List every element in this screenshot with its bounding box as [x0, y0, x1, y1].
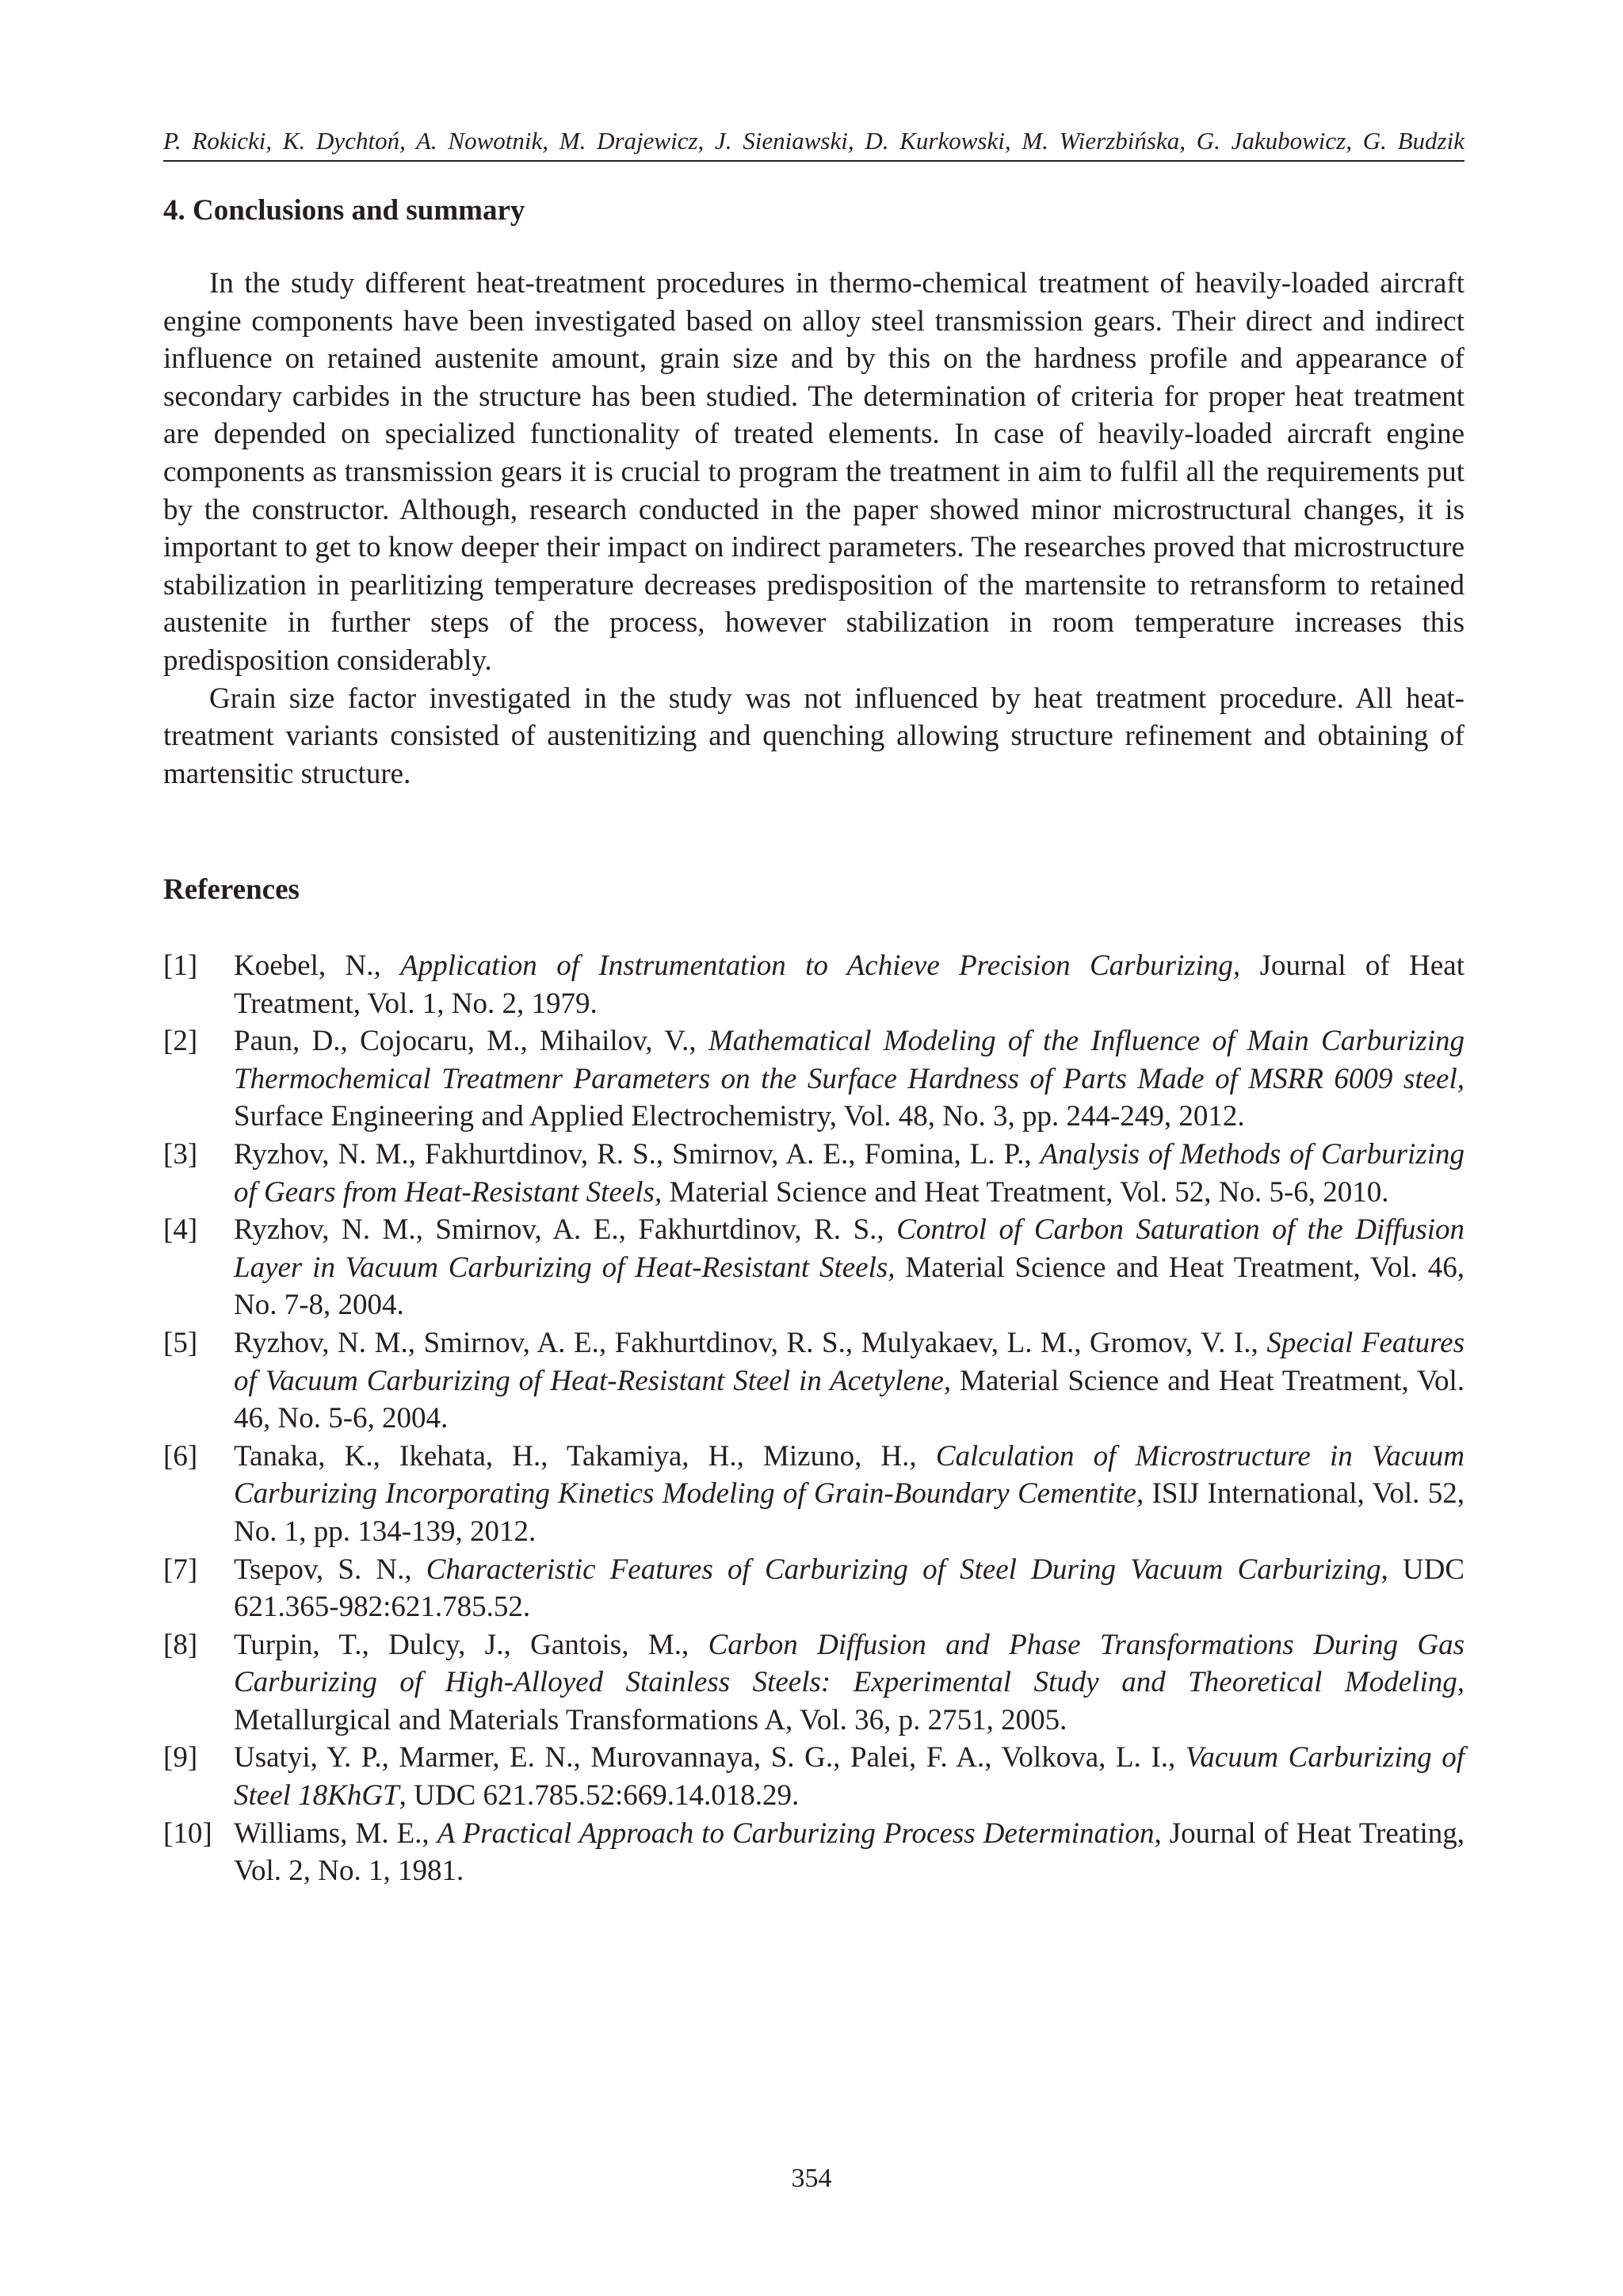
- conclusions-body: [163, 265, 1465, 793]
- header-rule: [163, 160, 1465, 162]
- reference-number: [3]: [163, 1137, 198, 1171]
- reference-title: Control of Carbon Saturation of the Diffusion Layer in Vacuum Carburizing of Heat-Resistant Steels,: [234, 1213, 1465, 1284]
- reference-source: Metallurgical and Materials Transformations A, Vol. 36, p. 2751, 2005.: [234, 1703, 1067, 1736]
- reference-authors: Williams, M. E.,: [234, 1817, 437, 1850]
- reference-source: Journal of Heat Treatment, Vol. 1, No. 2, 1979.: [234, 949, 1465, 1020]
- reference-title: Vacuum Carburizing of Steel 18KhGT: [234, 1741, 1465, 1813]
- reference-number: [2]: [163, 1025, 198, 1058]
- reference-title: Special Features of Vacuum Carburizing of Heat-Resistant Steel in Acetylene,: [234, 1326, 1465, 1397]
- reference-source: Material Science and Heat Treatment, Vol. 46, No. 5-6, 2004.: [234, 1364, 1465, 1435]
- reference-number: [7]: [163, 1553, 198, 1586]
- reference-number: [6]: [163, 1439, 198, 1473]
- paragraph: In the study different heat-treatment procedures in thermo-chemical treatment of heavily-loaded aircraft engine components have been investigated based on alloy steel transmission gears. Their direct and indirect influence on retained austenite amount, grain size and by this on the hardness profile and appearance of secondary carbides in the structure has been studied. The determination of criteria for proper heat treatment are depended on specialized functionality of treated elements. In case of heavily-loaded aircraft engine components as transmission gears it is crucial to program the treatment in aim to fulfil all the requirements put by the constructor. Although, research conducted in the paper showed minor microstructural changes, it is important to get to know deeper their impact on indirect parameters. The researches proved that microstructure stabilization in pearlitizing temperature decreases predisposition of the martensite to retransform to retained austenite in further steps of the process, however stabilization in room temperature increases this predisposition considerably.: [163, 267, 1465, 677]
- reference-title: A Practical Approach to Carburizing Process Determination: [437, 1817, 1155, 1850]
- reference-item: [163, 1136, 1465, 1211]
- reference-item: [163, 1022, 1465, 1136]
- reference-number: [10]: [163, 1817, 212, 1850]
- reference-source: , Journal of Heat Treating, Vol. 2, No. 1, 1981.: [234, 1817, 1465, 1888]
- reference-item: [163, 947, 1465, 1022]
- reference-authors: Koebel, N.,: [234, 949, 401, 982]
- reference-number: [5]: [163, 1326, 198, 1359]
- reference-authors: Usatyi, Y. P., Marmer, E. N., Murovannaya, S. G., Palei, F. A., Volkova, L. I.,: [234, 1741, 1186, 1775]
- reference-source: Surface Engineering and Applied Electrochemistry, Vol. 48, No. 3, pp. 244-249, 2012.: [234, 1100, 1245, 1133]
- reference-number: [1]: [163, 949, 198, 982]
- reference-source: Material Science and Heat Treatment, Vol. 52, No. 5-6, 2010.: [662, 1175, 1389, 1209]
- paragraph: Grain size factor investigated in the study was not influenced by heat treatment procedure. All heat-treatment variants consisted of austenitizing and quenching allowing structure refinement and obtaining of martensitic structure.: [163, 682, 1465, 790]
- reference-authors: Tanaka, K., Ikehata, H., Takamiya, H., Mizuno, H.,: [234, 1439, 936, 1473]
- reference-title: Carbon Diffusion and Phase Transformations During Gas Carburizing of High-Alloyed Stainless Steels: Experimental Study and Theoretical Modeling,: [234, 1628, 1465, 1699]
- running-head-authors: P. Rokicki, K. Dychtoń, A. Nowotnik, M. Drajewicz, J. Sieniawski, D. Kurkowski, M. Wierzbińska, G. Jakubowicz, G. Budzik: [163, 127, 1465, 155]
- reference-number: [8]: [163, 1628, 198, 1661]
- reference-title: Analysis of Methods of Carburizing of Gears from Heat-Resistant Steels,: [234, 1137, 1465, 1209]
- reference-source: , UDC 621.785.52:669.14.018.29.: [399, 1779, 800, 1813]
- reference-authors: Ryzhov, N. M., Smirnov, A. E., Fakhurtdinov, R. S.,: [234, 1213, 897, 1247]
- reference-item: [163, 1324, 1465, 1438]
- reference-authors: Paun, D., Cojocaru, M., Mihailov, V.,: [234, 1025, 708, 1058]
- reference-number: [4]: [163, 1213, 198, 1247]
- reference-item: [163, 1739, 1465, 1814]
- reference-source: ISIJ International, Vol. 52, No. 1, pp. 134-139, 2012.: [234, 1477, 1465, 1548]
- reference-source: , UDC 621.365-982:621.785.52.: [234, 1553, 1465, 1624]
- reference-item: [163, 1626, 1465, 1740]
- reference-authors: Tsepov, S. N.,: [234, 1553, 426, 1586]
- reference-item: [163, 1438, 1465, 1551]
- reference-source: Material Science and Heat Treatment, Vol. 46, No. 7-8, 2004.: [234, 1251, 1465, 1322]
- reference-title: Mathematical Modeling of the Influence of Main Carburizing Thermochemical Treatmenr Parameters on the Surface Hardness of Parts Made of MSRR 6009 steel,: [234, 1025, 1465, 1095]
- reference-item: [163, 1815, 1465, 1890]
- reference-authors: Ryzhov, N. M., Smirnov, A. E., Fakhurtdinov, R. S., Mulyakaev, L. M., Gromov, V. I.,: [234, 1326, 1267, 1359]
- reference-list: [163, 947, 1465, 1890]
- reference-title: Characteristic Features of Carburizing of Steel During Vacuum Carburizing: [426, 1553, 1381, 1586]
- reference-title: Application of Instrumentation to Achieve Precision Carburizing,: [400, 949, 1241, 982]
- reference-authors: Ryzhov, N. M., Fakhurtdinov, R. S., Smirnov, A. E., Fomina, L. P.,: [234, 1137, 1041, 1171]
- reference-number: [9]: [163, 1741, 198, 1775]
- references-heading: References: [163, 873, 300, 906]
- page-number: 354: [791, 2164, 832, 2193]
- reference-item: [163, 1551, 1465, 1626]
- reference-authors: Turpin, T., Dulcy, J., Gantois, M.,: [234, 1628, 708, 1661]
- reference-item: [163, 1211, 1465, 1324]
- section-heading: 4. Conclusions and summary: [163, 194, 525, 227]
- reference-title: Calculation of Microstructure in Vacuum Carburizing Incorporating Kinetics Modeling of Grain-Boundary Cementite,: [234, 1439, 1465, 1511]
